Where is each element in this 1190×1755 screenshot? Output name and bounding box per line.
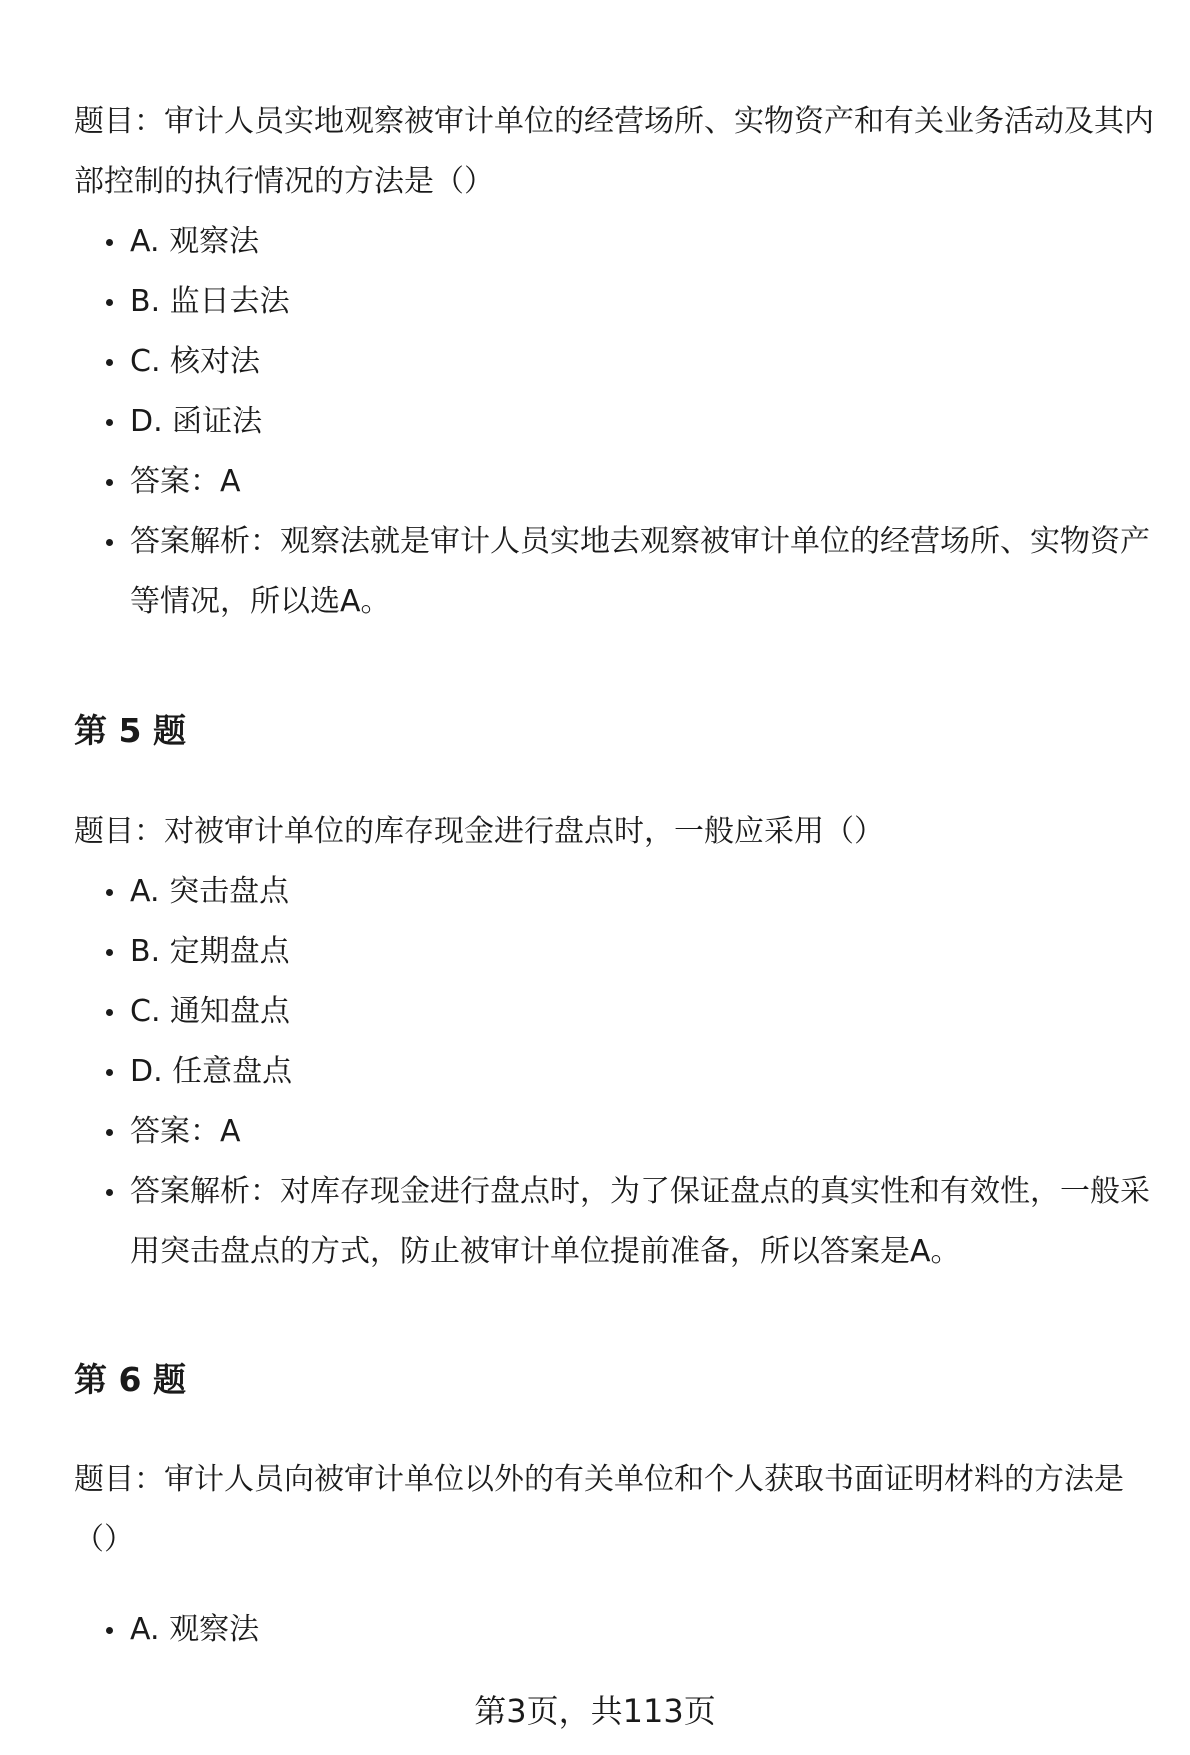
list-item <box>74 452 1164 512</box>
list-item <box>74 862 1164 922</box>
q4-option-b: B. 监日去法 <box>130 284 290 319</box>
bullet-icon <box>106 1009 113 1016</box>
bullet-icon <box>106 1627 113 1634</box>
bullet-icon <box>106 479 113 486</box>
q5-option-d: D. 任意盘点 <box>130 1054 293 1089</box>
q4-option-d: D. 函证法 <box>130 404 263 439</box>
bullet-icon <box>106 1189 113 1196</box>
bullet-icon <box>106 539 113 546</box>
bullet-icon <box>106 1129 113 1136</box>
bullet-icon <box>106 359 113 366</box>
q6-option-list <box>74 1600 1164 1660</box>
bullet-icon <box>106 949 113 956</box>
q4-answer: 答案：A <box>130 464 241 499</box>
bullet-icon <box>106 889 113 896</box>
bullet-icon <box>106 239 113 246</box>
q4-option-c: C. 核对法 <box>130 344 261 379</box>
bullet-icon <box>106 299 113 306</box>
q5-analysis: 答案解析：对库存现金进行盘点时，为了保证盘点的真实性和有效性，一般采用突击盘点的方式，防止被审计单位提前准备，所以答案是A。 <box>130 1174 1150 1269</box>
list-item <box>74 1162 1164 1282</box>
list-item <box>74 982 1164 1042</box>
q5-option-b: B. 定期盘点 <box>130 934 290 969</box>
q6-heading: 第 6 题 <box>74 1360 186 1399</box>
bullet-icon <box>106 1069 113 1076</box>
list-item <box>74 332 1164 392</box>
q5-answer: 答案：A <box>130 1114 241 1149</box>
list-item <box>74 392 1164 452</box>
q5-option-a: A. 突击盘点 <box>130 874 290 909</box>
list-item <box>74 212 1164 272</box>
list-item <box>74 1042 1164 1102</box>
q5-option-list <box>74 862 1164 1282</box>
q4-option-list <box>74 212 1164 632</box>
list-item <box>74 1600 1164 1660</box>
page-number: 第3页，共113页 <box>474 1692 716 1730</box>
list-item <box>74 922 1164 982</box>
q4-stem: 题目：审计人员实地观察被审计单位的经营场所、实物资产和有关业务活动及其内部控制的执行情况的方法是（） <box>74 104 1154 199</box>
list-item <box>74 1102 1164 1162</box>
bullet-icon <box>106 419 113 426</box>
q5-option-c: C. 通知盘点 <box>130 994 291 1029</box>
q5-stem: 题目：对被审计单位的库存现金进行盘点时，一般应采用（） <box>74 814 884 849</box>
q4-analysis: 答案解析：观察法就是审计人员实地去观察被审计单位的经营场所、实物资产等情况，所以选A。 <box>130 524 1150 619</box>
list-item <box>74 512 1164 632</box>
q6-stem: 题目：审计人员向被审计单位以外的有关单位和个人获取书面证明材料的方法是（） <box>74 1462 1124 1557</box>
q6-option-a: A. 观察法 <box>130 1612 260 1647</box>
q5-heading: 第 5 题 <box>74 711 186 750</box>
list-item <box>74 272 1164 332</box>
q4-option-a: A. 观察法 <box>130 224 260 259</box>
